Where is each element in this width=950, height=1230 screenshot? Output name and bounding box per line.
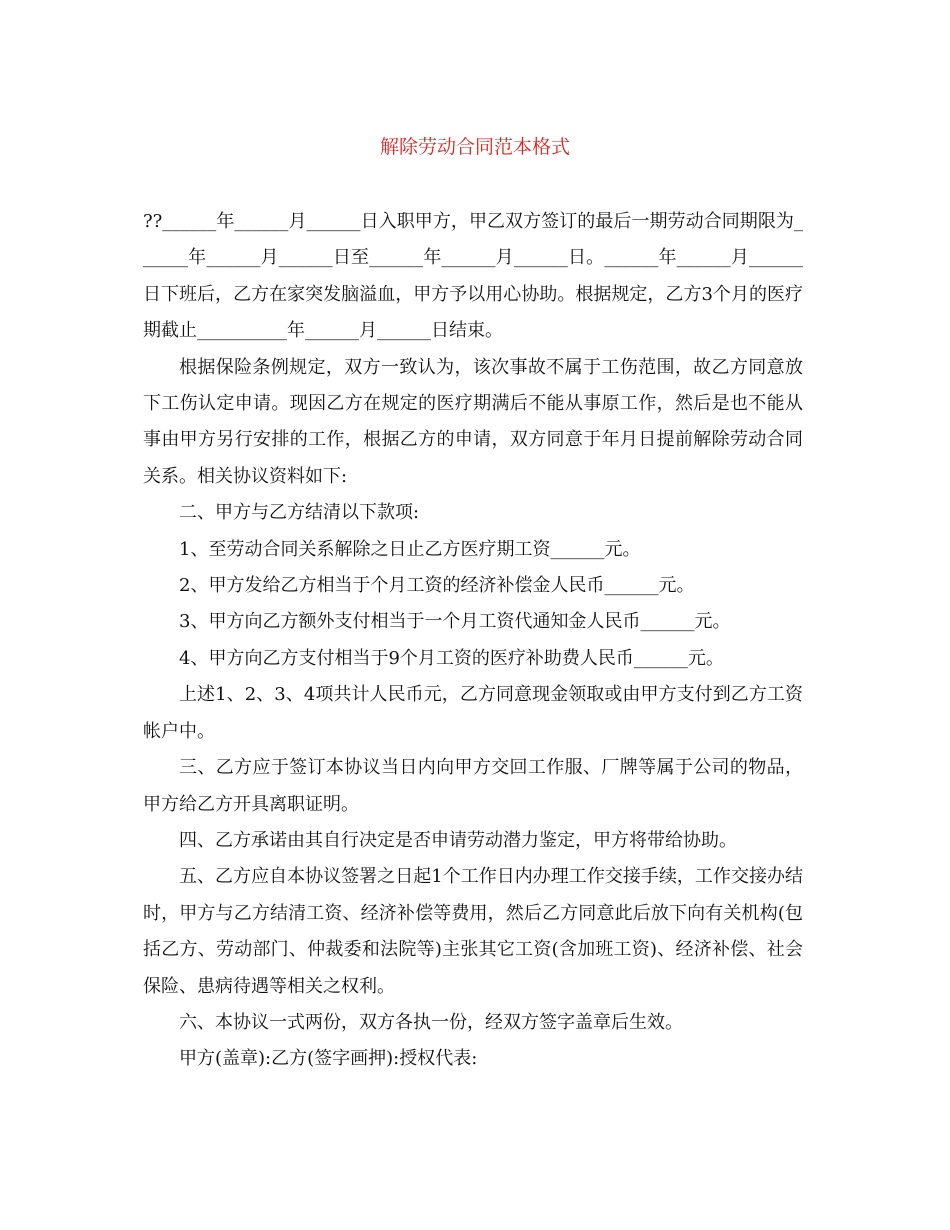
section-six: 六、本协议一式两份，双方各执一份，经双方签字盖章后生效。 — [179, 1011, 683, 1033]
paragraph-insurance: 根据保险条例规定，双方一致认为，该次事故不属于工伤范围，故乙方同意放下工伤认定申请。现因乙方在规定的医疗期满后不能从事原工作，然后是也不能从事由甲方另行安排的工作，根据乙方的申请，双方同意于年月日提前解除劳动合同关系。相关协议资料如下: — [143, 356, 803, 487]
section-three: 三、乙方应于签订本协议当日内向甲方交回工作服、厂牌等属于公司的物品，甲方给乙方开具离职证明。 — [143, 757, 803, 815]
paragraph-intro: ??______年______月______日入职甲方，甲乙双方签订的最后一期劳动合同期限为______年______月______日至______年______月______日。______年______月______日下班后，乙方在家突发脑溢血，甲方予以用心协助。根据规定，乙方3个月的医疗期截止__________年______月______日结束。 — [143, 211, 803, 342]
section-four: 四、乙方承诺由其自行决定是否申请劳动潜力鉴定，甲方将带给协助。 — [179, 829, 737, 851]
section-two-heading: 二、甲方与乙方结清以下款项: — [179, 502, 420, 524]
section-five: 五、乙方应自本协议签署之日起1个工作日内办理工作交接手续，工作交接办结时，甲方与乙方结清工资、经济补偿等费用，然后乙方同意此后放下向有关机构(包括乙方、劳动部门、仲裁委和法院等)主张其它工资(含加班工资)、经济补偿、社会保险、患病待遇等相关之权利。 — [143, 866, 803, 997]
document-body — [143, 204, 803, 1078]
signature-line: 甲方(盖章):乙方(签字画押):授权代表: — [179, 1048, 478, 1070]
payment-item-2: 2、甲方发给乙方相当于个月工资的经济补偿金人民币______元。 — [179, 575, 695, 597]
payment-item-4: 4、甲方向乙方支付相当于9个月工资的医疗补助费人民币______元。 — [179, 647, 724, 669]
payment-total: 上述1、2、3、4项共计人民币元，乙方同意现金领取或由甲方支付到乙方工资帐户中。 — [143, 684, 803, 742]
document-title: 解除劳动合同范本格式 — [379, 136, 570, 158]
payment-item-1: 1、至劳动合同关系解除之日止乙方医疗期工资______元。 — [179, 538, 641, 560]
payment-item-3: 3、甲方向乙方额外支付相当于一个月工资代通知金人民币______元。 — [179, 611, 731, 633]
